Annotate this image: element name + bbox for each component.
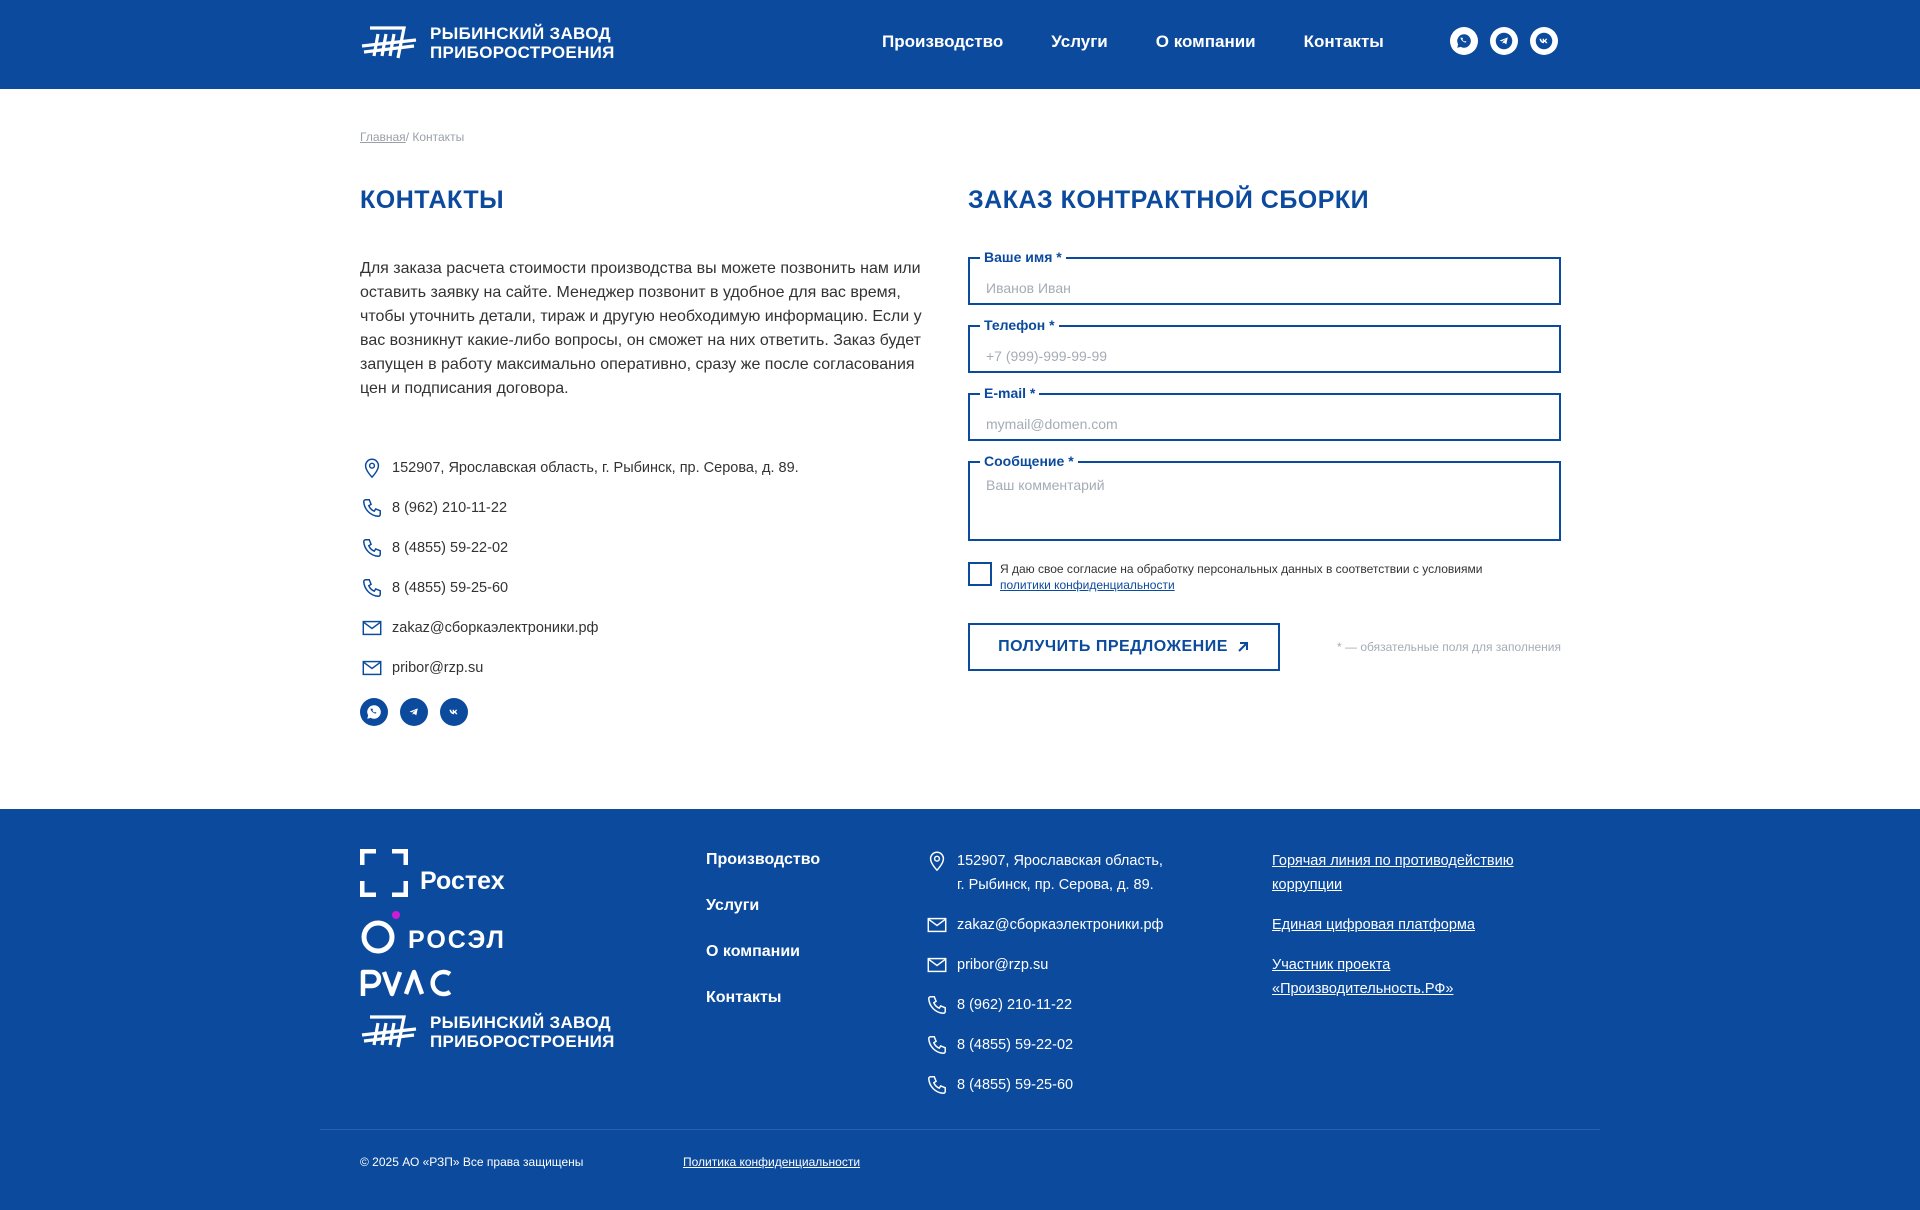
footer-logo-line-1: РЫБИНСКИЙ ЗАВОД (430, 1013, 611, 1032)
telegram-icon[interactable] (1490, 27, 1518, 55)
contact-phone-2[interactable] (360, 528, 799, 568)
footer-divider (320, 1129, 1600, 1130)
nav-services[interactable]: Услуги (1051, 32, 1108, 51)
nav-about[interactable]: О компании (1155, 32, 1256, 51)
logo-text (430, 24, 615, 62)
footer-nav-services[interactable]: Услуги (706, 897, 760, 914)
footer-address (925, 849, 1163, 897)
footer-logo-line-2: ПРИБОРОСТРОЕНИЯ (430, 1032, 615, 1051)
footer-email-1-text[interactable]: zakaz@сборкаэлектроники.рф (957, 917, 1164, 933)
footer-factory-logo[interactable] (360, 1011, 615, 1053)
submit-row (968, 623, 1561, 671)
phone-label: Телефон * (980, 317, 1059, 333)
mail-icon (360, 616, 384, 640)
consent-statement: Я даю свое согласие на обработку персональных данных в соответствии с условиями (1000, 562, 1483, 576)
required-note: * — обязательные поля для заполнения (1337, 640, 1561, 654)
productivity-project-link[interactable]: Участник проекта «Производительность.РФ» (1272, 957, 1454, 997)
footer-nav (706, 851, 820, 1035)
footer-phone-1-text[interactable]: 8 (962) 210-11-22 (957, 997, 1073, 1013)
name-input[interactable] (970, 259, 1559, 303)
logo-line-1: РЫБИНСКИЙ ЗАВОД (430, 24, 611, 43)
phone-icon (925, 1073, 949, 1097)
footer-logos (360, 849, 615, 1067)
ruac-logo-icon (360, 969, 452, 997)
phone-icon (360, 576, 384, 600)
contact-address (360, 448, 799, 488)
footer-nav-production[interactable]: Производство (706, 851, 821, 868)
breadcrumb-home[interactable]: Главная (360, 130, 406, 144)
footer-phone-2-text[interactable]: 8 (4855) 59-22-02 (957, 1037, 1074, 1053)
contact-phone-2-text[interactable]: 8 (4855) 59-22-02 (392, 540, 509, 556)
location-pin-icon (925, 849, 949, 873)
phone-icon (925, 1033, 949, 1057)
arrow-up-right-icon (1236, 640, 1250, 654)
email-label: E-mail * (980, 385, 1039, 401)
order-form (968, 249, 1561, 671)
rostec-logo-text: Ростех (420, 866, 505, 895)
phone-input[interactable] (970, 327, 1559, 371)
message-textarea[interactable] (970, 463, 1559, 539)
contact-email-1[interactable] (360, 608, 799, 648)
message-field-wrapper (968, 453, 1561, 541)
mail-icon (925, 953, 949, 977)
location-pin-icon (360, 456, 384, 480)
footer-phone-3[interactable] (925, 1073, 1163, 1097)
factory-logo-icon (360, 22, 418, 64)
header-logo[interactable] (360, 22, 615, 64)
contacts-intro: Для заказа расчета стоимости производства вы можете позвонить нам или оставить заявку на сайте. Менеджер позвонит в удобное для вас время, чтобы уточнить детали, тираж и другую необходимую информацию. Если у вас возникнут какие-либо вопросы, он сможет на них ответить. Заказ будет запущен в работу максимально оперативно, сразу же после согласования цен и подписания договора. (360, 260, 922, 397)
whatsapp-icon[interactable] (1450, 27, 1478, 55)
site-footer (0, 809, 1920, 1210)
email-field-wrapper (968, 385, 1561, 441)
nav-contacts[interactable]: Контакты (1303, 32, 1384, 51)
contact-email-2-text[interactable]: pribor@rzp.su (392, 660, 484, 676)
header-socials (1450, 27, 1570, 55)
footer-address-line-1: 152907, Ярославская область, (957, 853, 1163, 869)
breadcrumb-current: Контакты (412, 130, 465, 144)
phone-icon (925, 993, 949, 1017)
rosel-logo-text: РОСЭЛ (408, 925, 506, 954)
contact-phone-3[interactable] (360, 568, 799, 608)
rosel-logo-icon (360, 911, 400, 955)
phone-icon (360, 536, 384, 560)
consent-text (1000, 561, 1482, 593)
footer-privacy-link[interactable]: Политика конфиденциальности (683, 1155, 861, 1169)
submit-label: ПОЛУЧИТЬ ПРЕДЛОЖЕНИЕ (998, 638, 1228, 655)
digital-platform-link[interactable]: Единая цифровая платформа (1272, 917, 1475, 933)
footer-contacts (925, 849, 1163, 1113)
contact-address-text: 152907, Ярославская область, г. Рыбинск, пр. Серова, д. 89. (392, 460, 799, 476)
whatsapp-icon[interactable] (360, 698, 388, 726)
main-nav (882, 32, 1432, 52)
factory-logo-icon (360, 1011, 418, 1053)
consent-checkbox[interactable] (968, 562, 992, 586)
phone-field-wrapper (968, 317, 1561, 373)
footer-email-2-text[interactable]: pribor@rzp.su (957, 957, 1049, 973)
footer-phone-2[interactable] (925, 1033, 1163, 1057)
message-label: Сообщение * (980, 453, 1078, 469)
footer-nav-about[interactable]: О компании (706, 943, 800, 960)
rosel-logo[interactable] (360, 911, 615, 955)
anticorruption-hotline-link[interactable]: Горячая линия по противодействию коррупции (1272, 853, 1514, 893)
footer-address-line-2: г. Рыбинск, пр. Серова, д. 89. (957, 877, 1154, 893)
mail-icon (360, 656, 384, 680)
contact-email-2[interactable] (360, 648, 799, 688)
ruac-logo[interactable] (360, 969, 615, 997)
footer-logo-text (430, 1013, 615, 1051)
contact-phone-1-text[interactable]: 8 (962) 210-11-22 (392, 500, 508, 516)
footer-links (1272, 849, 1572, 1017)
contact-phone-1[interactable] (360, 488, 799, 528)
name-field-wrapper (968, 249, 1561, 305)
copyright: © 2025 АО «РЗП» Все права защищены (360, 1155, 584, 1169)
telegram-icon[interactable] (400, 698, 428, 726)
breadcrumb-separator: / (405, 130, 413, 144)
footer-phone-3-text[interactable]: 8 (4855) 59-25-60 (957, 1077, 1074, 1093)
nav-production[interactable]: Производство (882, 32, 1004, 51)
contact-list (360, 448, 799, 688)
mail-icon (925, 913, 949, 937)
site-header (0, 0, 1920, 89)
contact-phone-3-text[interactable]: 8 (4855) 59-25-60 (392, 580, 509, 596)
contact-email-1-text[interactable]: zakaz@сборкаэлектроники.рф (392, 620, 599, 636)
phone-icon (360, 496, 384, 520)
vk-icon[interactable] (440, 698, 468, 726)
footer-email-1[interactable] (925, 913, 1163, 937)
rostec-logo[interactable] (360, 849, 615, 897)
breadcrumb (360, 130, 464, 144)
email-input[interactable] (970, 395, 1559, 439)
name-label: Ваше имя * (980, 249, 1066, 265)
form-title: ЗАКАЗ КОНТРАКТНОЙ СБОРКИ (968, 186, 1370, 214)
footer-nav-contacts[interactable]: Контакты (706, 989, 782, 1006)
submit-button[interactable] (968, 623, 1280, 671)
rostec-logo-icon (360, 849, 408, 897)
vk-icon[interactable] (1530, 27, 1558, 55)
footer-email-2[interactable] (925, 953, 1163, 977)
logo-line-2: ПРИБОРОСТРОЕНИЯ (430, 43, 615, 62)
privacy-policy-link[interactable]: политики конфиденциальности (1000, 578, 1175, 592)
consent-row (968, 561, 1561, 593)
footer-phone-1[interactable] (925, 993, 1163, 1017)
contacts-socials (360, 698, 480, 726)
contacts-title: КОНТАКТЫ (360, 186, 505, 214)
